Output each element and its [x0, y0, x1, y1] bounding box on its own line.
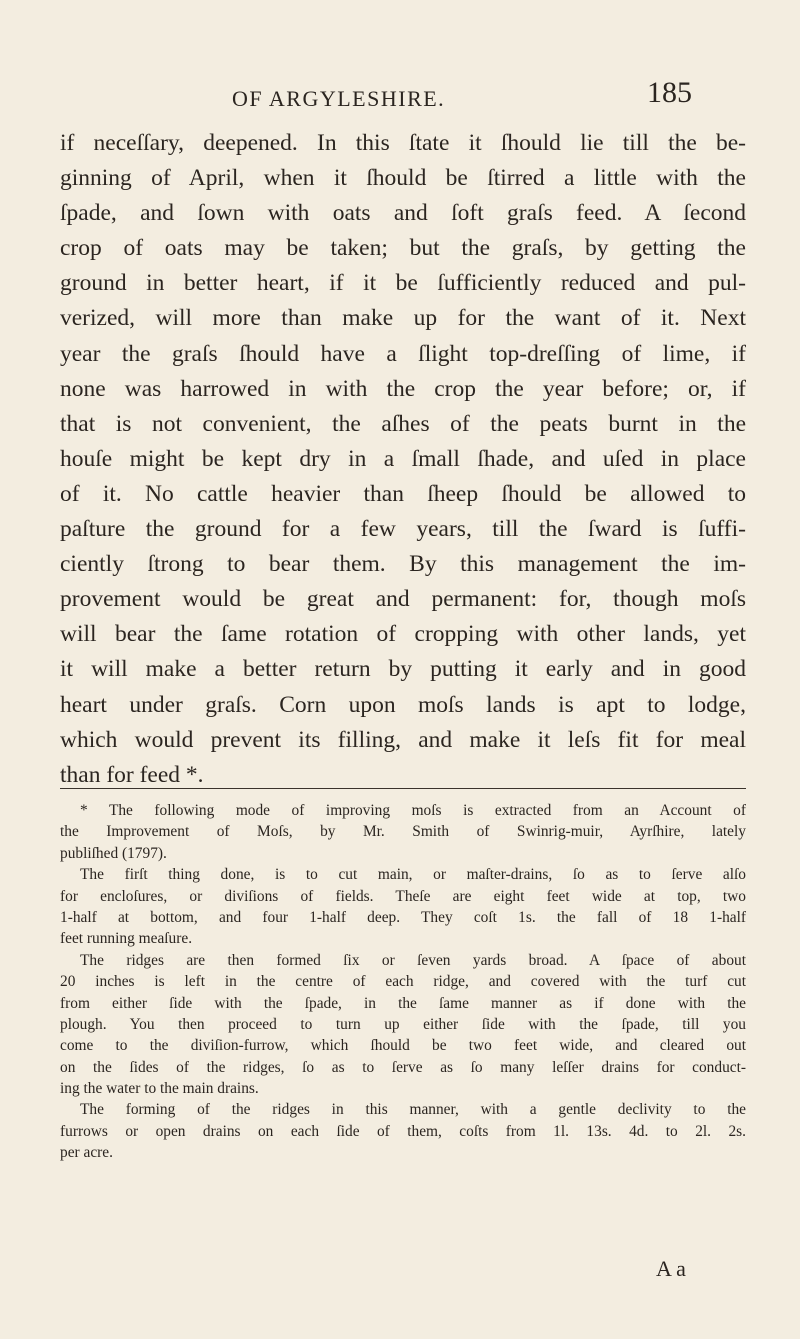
main-text: [60, 126, 746, 793]
footnote-line: ing the water to the main drains.: [60, 1080, 259, 1098]
text-line: year the graſs ſhould have a ſlight top-dreſſing of lime, if: [60, 340, 746, 367]
footnote-line: the Improvement of Moſs, by Mr. Smith of Swinrig-muir, Ayrſhire, lately: [60, 823, 746, 841]
text-line: provement would be great and permanent: for, though moſs: [60, 586, 746, 613]
footnote-line: The firſt thing done, is to cut main, or maſter-drains, ſo as to ſerve alſo: [80, 866, 746, 884]
text-line: if neceſſary, deepened. In this ſtate it ſhould lie till the be-: [60, 130, 746, 156]
page-number: 185: [647, 76, 692, 109]
footnote-line: * The following mode of improving moſs is extracted from an Account of: [80, 802, 746, 819]
text-line: verized, will more than make up for the want of it. Next: [60, 305, 746, 332]
text-line: ginning of April, when it ſhould be ſtirred a little with the: [60, 165, 746, 192]
text-line: which would prevent its filling, and make it leſs fit for meal: [60, 726, 746, 753]
footnote-line: on the ſides of the ridges, ſo as to ſerve as ſo many leſſer drains for conduct-: [60, 1058, 746, 1076]
footnote-line: feet running meaſure.: [60, 930, 193, 948]
footnote-line: 20 inches is left in the centre of each ridge, and covered with the turf cut: [60, 973, 746, 991]
text-line: that is not convenient, the aſhes of the peats burnt in the: [60, 410, 746, 437]
text-line: paſture the ground for a few years, till the ſward is ſuffi-: [60, 516, 746, 543]
footnote-line: furrows or open drains on each ſide of them, coſts from 1l. 13s. 4d. to 2l. 2s.: [60, 1122, 746, 1140]
text-line: crop of oats may be taken; but the graſs, by getting the: [60, 235, 746, 262]
footnote-line: per acre.: [60, 1144, 113, 1162]
footnote-line: for encloſures, or diviſions of fields. Theſe are eight feet wide at top, two: [60, 887, 746, 905]
footnote-line: The ridges are then formed ſix or ſeven yards broad. A ſpace of about: [80, 951, 746, 969]
footnote-line: The forming of the ridges in this manner, with a gentle declivity to the: [80, 1101, 746, 1119]
text-line: heart under graſs. Corn upon moſs lands is apt to lodge,: [60, 691, 746, 718]
text-line: ciently ſtrong to bear them. By this management the im-: [60, 551, 746, 578]
text-line: ſpade, and ſown with oats and ſoft graſs feed. A ſecond: [60, 200, 746, 227]
footnote-line: from either ſide with the ſpade, in the ſame manner as if done with the: [60, 994, 746, 1012]
page-header: [232, 76, 692, 116]
footnote-line: plough. You then proceed to turn up either ſide with the ſpade, till you: [60, 1015, 746, 1033]
running-title: OF ARGYLESHIRE.: [232, 86, 446, 111]
text-line: of it. No cattle heavier than ſheep ſhould be allowed to: [60, 480, 746, 507]
text-line: it will make a better return by putting it early and in good: [60, 656, 746, 683]
text-line: none was harrowed in with the crop the year before; or, if: [60, 375, 746, 402]
footnote: [60, 800, 746, 1164]
text-line: houſe might be kept dry in a ſmall ſhade, and uſed in place: [60, 445, 746, 472]
text-line: than for feed *.: [60, 761, 204, 788]
footnote-divider: [60, 788, 746, 789]
footnote-line: 1-half at bottom, and four 1-half deep. They coſt 1s. the fall of 18 1-half: [60, 908, 746, 926]
footnote-line: come to the diviſion-furrow, which ſhould be two feet wide, and cleared out: [60, 1037, 746, 1055]
text-line: will bear the ſame rotation of cropping with other lands, yet: [60, 621, 746, 648]
footnote-line: publiſhed (1797).: [60, 844, 167, 862]
text-line: ground in better heart, if it be ſufficiently reduced and pul-: [60, 270, 746, 297]
catchword: A a: [656, 1256, 686, 1281]
